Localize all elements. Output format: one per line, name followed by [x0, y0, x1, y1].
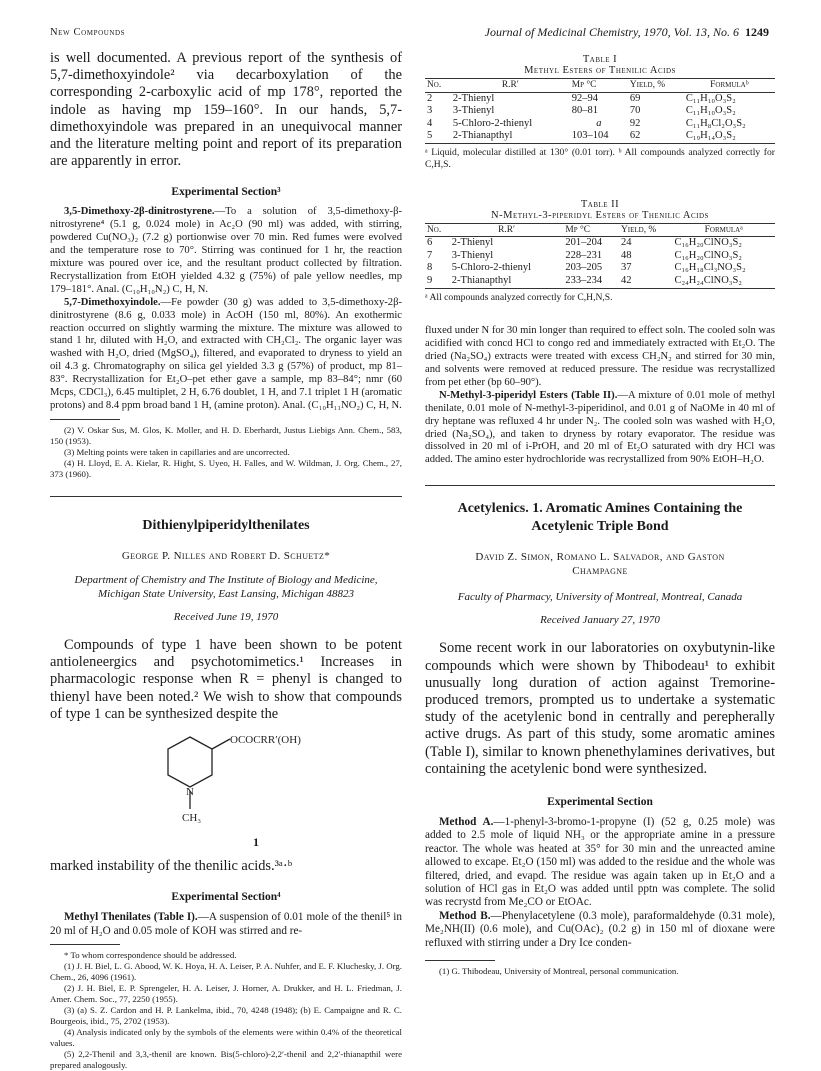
table-2-title: N-Methyl-3-piperidyl Esters of Thenilic Acids [491, 209, 709, 221]
table-cell: 228–231 [565, 249, 603, 261]
column-header: No. [425, 223, 450, 237]
table-row [425, 250, 775, 263]
footnote: * To whom correspondence should be addressed. [64, 949, 237, 960]
table-cell: 70 [629, 105, 641, 117]
footnote: (4) H. Lloyd, E. A. Kielar, R. Hight, S. Uyeo, H. Falles, and W. Wildman, J. Org. Chem., 27, 373 (1960). [50, 457, 402, 479]
footnote: (5) 2,2-Thenil and 3,3,-thenil are known. Bis(5-chloro)-2,2′-thenil and 2,2′-thianapthil were prepared analogously. [50, 1048, 402, 1070]
article-affiliation-2: Faculty of Pharmacy, University of Montreal, Montreal, Canada [457, 591, 743, 604]
table-cell: 203–205 [565, 262, 603, 274]
table-row [425, 275, 775, 288]
method-a-paragraph [425, 816, 775, 910]
table-cell: a [596, 117, 602, 129]
footnotes-block-2 [50, 950, 402, 1071]
article-affiliation: Department of Chemistry and The Institute of Biology and Medicine, Michigan State University, East Lansing, Michigan 48823 [74, 573, 378, 600]
article-divider [50, 496, 402, 497]
experimental-paragraph-2 [50, 297, 402, 413]
table-row [425, 262, 775, 275]
table-cell: 201–204 [565, 237, 603, 249]
table-cell: 37 [621, 262, 632, 274]
procedure-text: —1-phenyl-3-bromo-1-propyne (I) (52 g, 0.25 mole) was added to 2.5 mole of liquid NH₃ or the appropriate amine in a pressure reactor. The whole was heated at 35° for 30 min and the unreacted amine allowed to excape. Et₂O (150 ml) was added to the residue and the whole was filtered, dried, and evapd. The residue was again taken up in Et₂O and a solution of HCl gas in Et₂O was added until pptn was complete. The solid was recrystd from Me₂CO or EtOAc. [425, 815, 776, 909]
column-header: R.R′ [451, 79, 570, 93]
footnote: (1) G. Thibodeau, University of Montreal, personal communication. [439, 965, 679, 976]
nitrogen-label: N [186, 785, 194, 798]
method-b-paragraph [425, 910, 775, 950]
table-cell: 92 [629, 117, 641, 129]
procedure-title: Methyl Thenilates (Table I). [64, 911, 198, 924]
table-row [425, 92, 775, 105]
procedure-title: N-Methyl-3-piperidyl Esters (Table II). [439, 389, 618, 401]
method-title: Method B. [439, 909, 491, 922]
chemical-structure-1 [50, 723, 402, 843]
table-cell: 24 [621, 237, 632, 249]
table-row [425, 237, 775, 250]
table-cell: C₂₄H₂₄ClNO₃S₂ [672, 275, 775, 288]
table-cell: 62 [628, 130, 684, 143]
table-cell: C₁₉H₁₄O₃S₂ [684, 130, 775, 143]
table-1-note: ᵃ Liquid, molecular distilled at 130° (0.01 torr). ᵇ All compounds analyzed correctly for C,H,S. [425, 146, 775, 170]
body-paragraph-1: Compounds of type 1 have been shown to be potent antioleneergics and psychotomimetics.¹ Increases in pharmacologic response when R = phenyl is changed to thienyl have been noted.² We wish to show that compounds of type 1 can be synthesized despite the [50, 636, 402, 722]
column-header: Mp °C [570, 79, 628, 93]
piperidine-structure-icon [150, 729, 350, 839]
compound-number: 1 [253, 834, 259, 849]
column-header: Mp °C [563, 223, 619, 237]
column-header: No. [425, 79, 451, 93]
procedure-text: —Phenylacetylene (0.3 mole), paraformaldehyde (0.31 mole), Me₂NH(II) (0.6 mole), and Cu(OAc)₂ (0.2 g) in 150 ml of dioxane were refluxed with stirring under a Dry Ice conden- [425, 909, 776, 949]
body-paragraph-2: marked instability of the thenilic acids.³ᵃ·ᵇ [50, 857, 293, 874]
table-cell: 2-Thianapthyl [450, 275, 564, 288]
table-row [425, 130, 775, 143]
table-cell: 7 [427, 249, 433, 261]
table-cell: C₁₆H₂₀ClNO₃S₂ [674, 237, 742, 249]
table-cell: 233–234 [563, 275, 619, 288]
table-cell: 69 [629, 92, 641, 104]
table-cell: 2-Thienyl [452, 92, 495, 104]
experimental-heading-2: Experimental Section⁴ [171, 891, 281, 904]
footnote: (4) Analysis indicated only by the symbols of the elements were within 0.4% of the theoretical values. [50, 1026, 402, 1048]
table-cell: 6 [427, 237, 433, 249]
table-cell: 5-Chloro-2-thienyl [451, 262, 532, 274]
footnotes-block [50, 425, 402, 480]
footnote: (3) (a) S. Z. Cardon and H. P. Lankelma, ibid., 70, 4248 (1948); (b) E. Campaigne and R. C. Bourgeois, ibid., 75, 2702 (1953). [50, 1004, 402, 1026]
table-row [425, 105, 775, 118]
table-cell: 5 [425, 130, 451, 143]
footnote: (2) J. H. Biel, E. P. Sprengeler, H. A. Leiser, J. Horner, A. Drukker, and H. L. Friedman, J. Amer. Chem. Soc., 77, 2250 (1955). [50, 982, 402, 1004]
table-header-row [425, 79, 775, 93]
article-title: Dithienylpiperidylthenilates [142, 517, 310, 533]
table-cell: C₁₆H₂₀ClNO₃S₂ [674, 249, 742, 261]
table-2-note: ᵃ All compounds analyzed correctly for C,H,N,S. [425, 291, 613, 303]
article-authors-2: David Z. Simon, Romano L. Salvador, and Gaston Champagne [475, 551, 725, 578]
table-cell: 4 [427, 117, 433, 129]
article-title-2: Acetylenics. 1. Aromatic Amines Containing the Acetylenic Triple Bond [457, 501, 743, 535]
table-cell: 8 [427, 262, 433, 274]
left-column [50, 50, 402, 1071]
table-header-row [425, 223, 775, 237]
procedure-text: —A suspension of 0.01 mole of the thenil⁵ in 20 ml of H₂O and 0.05 mole of KOH was stirred and re- [50, 911, 402, 937]
table-cell: C₁₁H₁₀O₃S₂ [685, 92, 736, 104]
table-2 [425, 223, 775, 289]
footnote: (2) V. Oskar Sus, M. Glos, K. Moller, and H. D. Eberhardt, Justus Liebigs Ann. Chem., 583, 150 (1953). [50, 424, 402, 446]
table-cell: 103–104 [570, 130, 628, 143]
table-cell: 2-Thienyl [451, 237, 494, 249]
column-header: Formulaᵇ [684, 79, 775, 93]
column-header: R.R′ [450, 223, 564, 237]
table-1 [425, 78, 775, 144]
column-header: Formulaᵃ [672, 223, 775, 237]
compound-name-dimethoxyindole: 5,7-Dimethoxyindole. [64, 296, 161, 308]
table-1-title: Methyl Esters of Thenilic Acids [524, 65, 676, 76]
received-date: Received June 19, 1970 [173, 610, 279, 623]
table-cell: 3-Thienyl [452, 105, 495, 117]
column-header: Yield, % [619, 223, 672, 237]
table-1-label: Table I [582, 54, 618, 65]
experimental-heading-3: Experimental Section [547, 795, 653, 808]
methyl-thenilates-paragraph [50, 911, 402, 938]
method-title: Method A. [439, 815, 494, 828]
table-cell: 3-Thienyl [451, 249, 494, 261]
methyl-label: CH₃ [182, 811, 202, 824]
table-cell: 48 [621, 249, 632, 261]
experimental-paragraph-1 [50, 206, 402, 296]
footnote: (1) J. H. Biel, L. G. Abood, W. K. Hoya, H. A. Leiser, P. A. Nuhfer, and E. F. Kluchesky, J. Org. Chem., 26, 4096 (1961). [50, 960, 402, 982]
article-divider [425, 485, 775, 486]
footnote-divider [425, 960, 495, 961]
table-cell: 92–94 [571, 92, 598, 104]
journal-citation: Journal of Medicinal Chemistry, 1970, Vol. 13, No. 6 [484, 25, 739, 39]
footnote: (3) Melting points were taken in capillaries and are uncorrected. [64, 446, 290, 457]
table-row [425, 118, 775, 131]
column-header: Yield, % [628, 79, 684, 93]
right-column [425, 50, 775, 977]
compound-name-dinitrostyrene: 3,5-Dimethoxy-2β-dinitrostyrene. [64, 206, 215, 218]
footnote-divider [50, 944, 120, 945]
procedure-text: —Fe powder (30 g) was added to 3,5-dimethoxy-2β-dinitrostyrene (8.6 g, 0.033 mole) in AcOH (150 ml, 80%). An exothermic reaction occurred on slightly warming the mixture. The mixture was allowed to stand 1 hr, diluted with H₂O, and extracted with CH₂Cl₂. The organic layer was washed with H₂O, dried (MgSO₄), filtered, and evaporated to dryness to yield an oil 4.3 g. Chromatography on silica gel yielded 3.3 g (57%) of product, mp 81–83°. Recrystallization for Et₂O–pet ether gave a sample, mp 83–84°; nmr (60 Mcps, CDCl₃), 6.45 multiplet, 2 H, 6.76 doublet, 1 H, and 7.1 triplet 1 H (aromatic protons) and 8.4 ppm broad band 1 H, (amine proton). Anal. (C₁₀H₁₁NO₂) C, H, N. [50, 296, 402, 412]
procedure-text: —To a solution of 3,5-dimethoxy-β-nitrostyrene⁴ (5.1 g, 0.024 mole) in Ac₂O (90 ml) was added, with stirring, powdered Cu(NO₃)₂ (7.2 g) portionwise over 70 min. Red fumes were evolved and the temperature rose to 70°. Stirring was continued for 1 hr, the reaction mixture was poured over ice, and the resultant product collected by filtration. Recrystallization from EtOH yielded 4.32 g (75%) of pale yellow needles, mp 179–181°. Anal. (C₁₀H₁₀N₂) C, H, N. [50, 206, 402, 295]
footnote-divider [50, 419, 120, 420]
table-cell: 9 [425, 275, 450, 288]
procedure-text: —A mixture of 0.01 mole of methyl thenilate, 0.01 mole of N-methyl-3-piperidinol, and 0.01 g of NaOMe in 40 ml of dry heptane was refluxed 4 hr under N₂. The cooled soln was washed with H₂O, dried (Na₂SO₄), and taken to dryness by rotary evaporator. The residue was dissolved in 20 ml of i-PrOH, and 20 ml of Et₂O saturated with dry HCl was added. The amino ester hydrochloride was recrystallized from 90% EtOH–H₂O. [425, 389, 775, 466]
table-cell: 80–81 [571, 105, 598, 117]
experimental-heading: Experimental Section³ [171, 186, 281, 199]
table-cell: 3 [427, 105, 433, 117]
table-cell: C₁₁H₈Cl₂O₃S₂ [685, 117, 746, 129]
intro-paragraph: is well documented. A previous report of the synthesis of 5,7-dimethoxyindole² via decarboxylation of the corresponding 2-carboxylic acid of mp 178°, reported the indole as having mp 159–160°. In our hands, 5,7-dimethoxyindole was prepared in an unequivocal manner and the literature melting point and report of its preparation are apparently in error. [50, 50, 402, 170]
received-date-2: Received January 27, 1970 [540, 614, 660, 627]
table-cell: 2-Thianapthyl [451, 130, 570, 143]
piperidyl-esters-paragraph [425, 390, 775, 467]
page-number: 1249 [745, 25, 769, 39]
section-header: New Compounds [50, 27, 126, 38]
journal-header [485, 25, 769, 40]
table-2-label: Table II [580, 198, 620, 210]
continued-paragraph: fluxed under N for 30 min longer than required to effect soln. The cooled soln was acidified with concd HCl to congo red and immediately extracted with Et₂O. The dried (Na₂SO₄) extracts were treated with excess CH₂N₂ and stirred for 30 min, and solvents were removed at reduced pressure. The residue was recrystallized from pet ether (bp 60–90°). [425, 325, 775, 388]
table-cell: C₁₆H₁₈Cl₃NO₃S₂ [674, 262, 746, 274]
body-paragraph: Some recent work in our laboratories on oxybutynin-like compounds which were shown by Thibodeau¹ to exhibit unusually long duration of action against Tremorine-produced tremors, prompted us to undertake a systematic study of the acetylenic bond in centrally and perepherally active drugs. As part of this study, some aromatic amines (Table I), similar to known phenethylamines derivatives, but containing the acetylenic bond were synthesized. [425, 640, 775, 777]
table-cell: 42 [619, 275, 672, 288]
table-cell: C₁₁H₁₀O₃S₂ [685, 105, 736, 117]
article-authors: George P. Nilles and Robert D. Schuetz* [121, 549, 331, 562]
table-cell: 5-Chloro-2-thienyl [452, 117, 533, 129]
substituent-label: OCOCRR′(OH) [230, 733, 301, 746]
table-cell: 2 [427, 92, 433, 104]
